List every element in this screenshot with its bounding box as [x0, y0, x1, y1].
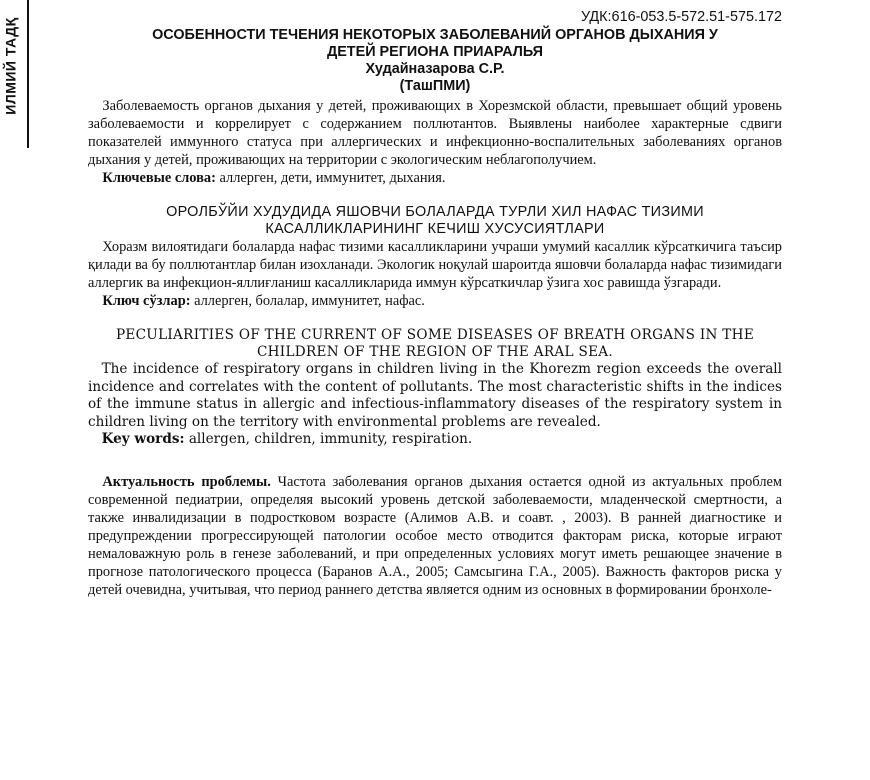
uzbek-section	[88, 204, 782, 310]
russian-section	[88, 27, 782, 187]
uzbek-title-line-1: ОРОЛБЎЙИ ХУДУДИДА ЯШОВЧИ БОЛАЛАРДА ТУРЛИ ХИЛ НАФАС ТИЗИМИ	[166, 204, 704, 220]
english-keywords-label: Key words:	[101, 431, 185, 447]
russian-keywords-list: аллерген, дети, иммунитет, дыхания.	[215, 170, 446, 186]
english-keywords	[88, 431, 782, 449]
spacer	[88, 187, 782, 204]
english-title	[88, 327, 782, 361]
uzbek-title-line-2: КАСАЛЛИКЛАРИНИНГ КЕЧИШ ХУСУСИЯТЛАРИ	[265, 221, 605, 237]
margin-rule	[27, 0, 29, 148]
uzbek-title	[88, 204, 782, 238]
section-heading: Актуальность проблемы.	[102, 473, 271, 490]
uzbek-abstract	[88, 238, 782, 292]
russian-abstract-text: Заболеваемость органов дыхания у детей, проживающих в Хорезмской области, превышает общий уровень заболеваемости и коррелирует с содержанием поллютантов. Выявлены наиболее характерные сдвиги показателей иммунного статуса при аллергических и инфекционно-воспалительных заболеваниях органов дыхания у детей, проживающих на территории с экологическим неблагополучием.	[88, 98, 782, 168]
article-title	[88, 27, 782, 61]
title-line-1: ОСОБЕННОСТИ ТЕЧЕНИЯ НЕКОТОРЫХ ЗАБОЛЕВАНИЙ ОРГАНОВ ДЫХАНИЯ У	[152, 27, 718, 43]
russian-keywords-label: Ключевые слова:	[102, 170, 216, 186]
journal-section-label: ИЛМИЙ ТАДҚ	[2, 17, 19, 115]
uzbek-keywords-label: Ключ сўзлар:	[102, 293, 191, 309]
english-title-line-1: PECULIARITIES OF THE CURRENT OF SOME DISEASES OF BREATH ORGANS IN THE	[115, 327, 755, 343]
body-text: Частота заболевания органов дыхания остается одной из актуальных проблем современной педиатрии, определяя высокий уровень детской заболеваемости, младенческой смертности, а также инвалидизации в подростковом возрасте (Алимов А.В. и соавт. , 2003). В ранней диагностике и предупреждении прогрессирующей патологии особое место отводится факторам риска, которые играют немаловажную роль в генезе заболеваний, и при определенных условиях могут иметь решающее значение в прогнозе патологического процесса (Баранов А.А., 2005; Самсыгина Г.А., 2005). Важность факторов риска у детей очевидна, учитывая, что период раннего детства является одним из основных в формировании бронхоле-	[88, 473, 782, 598]
author-name: Худайназарова С.Р.	[365, 61, 505, 77]
uzbek-keywords-list: аллерген, болалар, иммунитет, нафас.	[190, 293, 425, 309]
english-abstract-text: The incidence of respiratory organs in children living in the Khorezm region exceeds the overall incidence and correlates with the content of pollutants. The most characteristic shifts in the indices of the immune status in allergic and infectious-inflammatory diseases of the respiratory system in children living on the territory with environmental problems are revealed.	[88, 361, 782, 430]
spacer	[88, 449, 782, 473]
title-line-2: ДЕТЕЙ РЕГИОНА ПРИАРАЛЬЯ	[326, 44, 544, 60]
udk-code: УДК:616-053.5-572.51-575.172	[580, 9, 782, 25]
uzbek-abstract-text: Хоразм вилоятидаги болаларда нафас тизими касалликларини учраши умумий касаллик кўрсаткичига таъсир қилади ва бу поллютантлар билан изохланади. Экологик ноқулай шароитда яшовчи болаларда нафас тизимидаги аллергик ва инфекцион-яллиғланиш касалликларида иммун кўрсаткичлар ўзига хос равишда ўзгаради.	[88, 239, 782, 291]
article-page	[88, 8, 782, 599]
english-keywords-list: allergen, children, immunity, respiration.	[184, 431, 473, 447]
english-section	[88, 327, 782, 449]
english-abstract	[88, 361, 782, 431]
russian-abstract	[88, 97, 782, 169]
body-paragraph	[88, 473, 782, 599]
russian-keywords	[88, 169, 782, 187]
english-title-line-2: CHILDREN OF THE REGION OF THE ARAL SEA.	[256, 344, 614, 360]
spacer	[88, 310, 782, 327]
author-affiliation: (ТашПМИ)	[399, 78, 471, 94]
uzbek-keywords	[88, 292, 782, 310]
